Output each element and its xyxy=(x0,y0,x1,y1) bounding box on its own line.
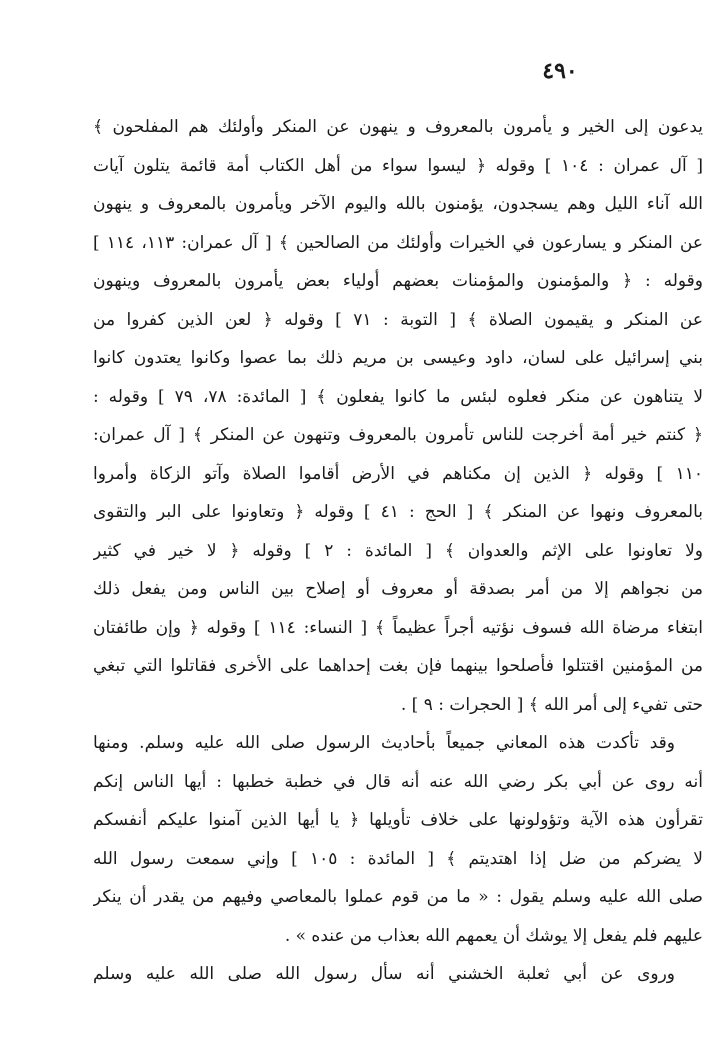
text-line: صلى الله عليه وسلم يقول : « ما من قوم عملوا بالمعاصي وفيهم من يقدر أن ينكر xyxy=(93,887,703,907)
body-text xyxy=(93,108,703,994)
text-line: بني إسرائيل على لسان، داود وعيسى بن مريم ذلك بما عصوا وكانوا يعتدون كانوا xyxy=(93,348,703,368)
text-line: من المؤمنين اقتتلوا فأصلحوا بينهما فإن بغت إحداهما على الأخرى فقاتلوا التي تبغي xyxy=(93,656,703,676)
text-line: ﴿ كنتم خير أمة أخرجت للناس تأمرون بالمعروف وتنهون عن المنكر ﴾ [ آل عمران: xyxy=(93,425,703,445)
text-line: الله آناء الليل وهم يسجدون، يؤمنون بالله واليوم الآخر ويأمرون بالمعروف و ينهون xyxy=(93,194,703,214)
text-line: ولا تعاونوا على الإثم والعدوان ﴾ [ المائدة : ٢ ] وقوله ﴿ لا خير في كثير xyxy=(93,540,703,561)
text-line: أنه روى عن أبي بكر رضي الله عنه أنه قال في خطبة خطبها : أيها الناس إنكم xyxy=(93,771,703,792)
text-line: لا يتناهون عن منكر فعلوه لبئس ما كانوا يفعلون ﴾ [ المائدة: ٧٨، ٧٩ ] وقوله : xyxy=(93,386,703,407)
text-line: يدعون إلى الخير و يأمرون بالمعروف و ينهون عن المنكر وأولئك هم المفلحون ﴾ xyxy=(93,117,703,137)
text-line: وقوله : ﴿ والمؤمنون والمؤمنات بعضهم أولياء بعض يأمرون بالمعروف وينهون xyxy=(93,271,703,291)
text-line: عن المنكر و يقيمون الصلاة ﴾ [ التوبة : ٧١ ] وقوله ﴿ لعن الذين كفروا من xyxy=(93,309,703,330)
text-line: ابتغاء مرضاة الله فسوف نؤتيه أجراً عظيماً ﴾ [ النساء: ١١٤ ] وقوله ﴿ وإن طائفتان xyxy=(93,617,703,638)
page-number: ٤٩٠ xyxy=(542,58,578,84)
text-line: لا يضركم من ضل إذا اهتديتم ﴾ [ المائدة : ١٠٥ ] وإني سمعت رسول الله xyxy=(93,848,703,869)
text-line: وروى عن أبي ثعلبة الخشني أنه سأل رسول الله صلى الله عليه وسلم xyxy=(93,964,675,984)
text-line: وقد تأكدت هذه المعاني جميعاً بأحاديث الرسول صلى الله عليه وسلم. ومنها xyxy=(93,733,675,753)
text-line: حتى تفيء إلى أمر الله ﴾ [ الحجرات : ٩ ] . xyxy=(400,694,703,715)
text-line: من نجواهم إلا من أمر بصدقة أو معروف أو إصلاح بين الناس ومن يفعل ذلك xyxy=(93,579,703,599)
text-line: عن المنكر و يسارعون في الخيرات وأولئك من الصالحين ﴾ [ آل عمران: ١١٣، ١١٤ ] xyxy=(93,232,703,253)
text-line: تقرأون هذه الآية وتؤولونها على خلاف تأويلها ﴿ يا أيها الذين آمنوا عليكم أنفسكم xyxy=(93,810,703,830)
text-line: بالمعروف ونهوا عن المنكر ﴾ [ الحج : ٤١ ] وقوله ﴿ وتعاونوا على البر والتقوى xyxy=(93,502,703,522)
text-line: عليهم فلم يفعل إلا يوشك أن يعمهم الله بعذاب من عنده » . xyxy=(284,925,703,946)
text-line: ١١٠ ] وقوله ﴿ الذين إن مكناهم في الأرض أقاموا الصلاة وآتو الزكاة وأمروا xyxy=(93,463,703,484)
text-line: [ آل عمران : ١٠٤ ] وقوله ﴿ ليسوا سواء من أهل الكتاب أمة قائمة يتلون آيات xyxy=(93,155,703,176)
